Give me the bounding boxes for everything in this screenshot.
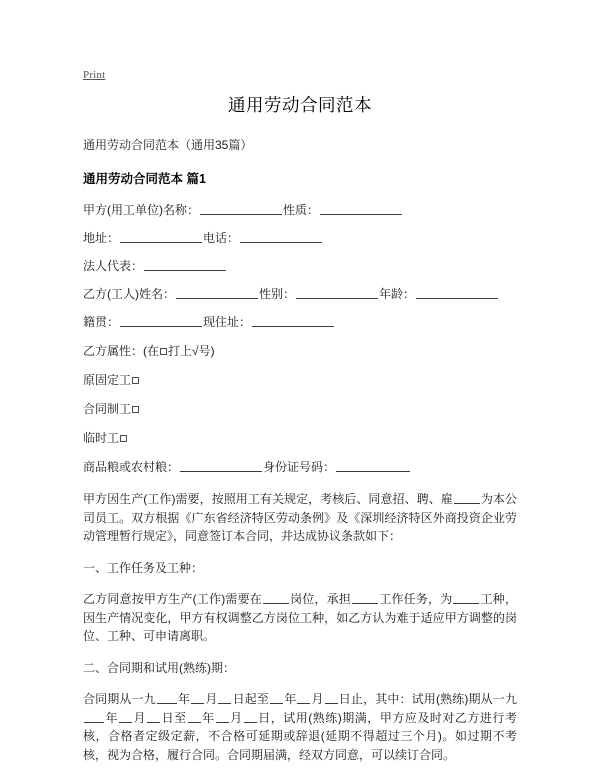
contract-body [83,490,517,764]
checkbox-square-icon [160,348,167,355]
worker-type-option-permanent[interactable] [83,372,517,389]
checkbox-temporary[interactable] [120,435,127,442]
blank-phone[interactable] [240,230,322,243]
clause-1-heading: 一、工作任务及工种： [83,560,204,575]
clause-2-text-part4: 日起至 [232,692,270,706]
clause-1-body [83,590,517,646]
page-title: 通用劳动合同范本 [228,95,372,115]
blank-grain-type[interactable] [180,459,262,472]
worker-type-label-permanent: 原固定工 [83,373,132,387]
clause-2-text-part3: 月 [205,692,218,706]
label-legal-representative: 法人代表： [83,259,144,273]
blank-current-address[interactable] [252,314,334,327]
preamble-paragraph [83,490,517,546]
attribute-instruction-middle: 打上√ [168,344,199,358]
blank-end-day[interactable] [325,692,338,704]
blank-job-type[interactable] [453,592,479,604]
worker-type-label-contract: 合同制工 [83,402,132,416]
blank-hire-name[interactable] [454,492,480,504]
preamble-text-part2: 为本公司员工。双方根据《广东省经济特区劳动条例》及《深圳经济特区外商投资企业劳动管理暂行规定》，同意签订本合同，并达成协议条款如下： [83,492,517,543]
label-party-b-age: 年龄： [379,287,416,301]
clause-2-body [83,690,517,764]
blank-probation-end-day[interactable] [244,711,257,723]
clause-2-text-part10: 日至 [161,710,187,725]
blank-end-month[interactable] [297,692,310,704]
blank-party-b-gender[interactable] [296,286,378,299]
worker-type-option-contract[interactable] [83,401,517,418]
document-content [83,92,517,777]
label-party-a-nature: 性质： [283,203,320,217]
blank-address[interactable] [120,230,202,243]
field-legal-representative [83,258,517,275]
worker-type-label-temporary: 临时工 [83,431,120,445]
label-phone: 电话： [203,231,240,245]
label-address: 地址： [83,231,120,245]
blank-start-day[interactable] [218,692,231,704]
blank-probation-start-month[interactable] [119,711,132,723]
blank-probation-end-year[interactable] [188,711,201,723]
preamble-text-part1: 甲方因生产(工作)需要，按照用工有关规定，考核后、同意招、聘、雇 [83,492,453,506]
clause-2-text-part2: 年 [177,692,191,706]
checkbox-permanent[interactable] [132,377,139,384]
blank-id-number[interactable] [336,459,410,472]
contract-form-fields [83,202,517,331]
blank-party-b-name[interactable] [176,286,258,299]
clause-2-text-part11: 年 [201,710,215,725]
label-current-address: 现住址： [203,315,252,329]
blank-native-place[interactable] [120,314,202,327]
worker-type-section [83,343,517,476]
clause-1-text-part4: 工种，因生产情况变化，甲方有权调整乙方岗位工种，如乙方认为难于适应甲方调整的岗位、工种、可申请离职。 [83,592,517,643]
document-subtitle: 通用劳动合同范本（通用35篇） [83,138,253,152]
blank-start-year[interactable] [157,692,177,704]
clause-1-text-part3: 工作任务，为 [379,592,453,606]
clause-2-text-part7: 日止，其中：试用(熟练)期从一九 [338,692,517,706]
attribute-instruction-suffix: 号) [198,344,215,358]
attribute-instruction [83,343,517,360]
clause-2-text-part5: 年 [284,692,297,706]
blank-legal-representative[interactable] [144,258,226,271]
clause-1-text-part2: 岗位，承担 [289,592,352,606]
checkbox-contract[interactable] [132,406,139,413]
field-address-phone [83,230,517,247]
print-link[interactable]: Print [83,69,106,81]
field-party-a-name-nature [83,202,517,219]
blank-party-b-age[interactable] [416,286,498,299]
blank-probation-start-day[interactable] [147,711,160,723]
label-party-b-name: 乙方(工人)姓名： [83,287,175,301]
label-party-a-name: 甲方(用工单位)名称： [83,203,199,217]
blank-start-month[interactable] [191,692,204,704]
field-grain-and-id-number [83,459,517,476]
label-id-number: 身份证号码： [263,460,336,474]
clause-2-text-part13: 日，试用(熟练)期满，甲方应及时对乙方进行考核，合格者定级定薪，不合格可延期或辞退(延期不得超过三个月)。如过期不考核，视为合格，履行合同。合同期届满，经双方同意，可以续订合同。 [83,710,517,762]
blank-probation-end-month[interactable] [216,711,229,723]
field-native-place-current-address [83,314,517,331]
blank-party-a-name[interactable] [200,202,282,215]
blank-party-a-nature[interactable] [320,202,402,215]
blank-end-year[interactable] [270,692,283,704]
blank-probation-start-year[interactable] [84,711,104,723]
blank-task[interactable] [352,592,378,604]
clause-2-text-part12: 月 [229,710,243,725]
worker-type-option-temporary[interactable] [83,430,517,447]
attribute-instruction-prefix: 乙方属性：(在 [83,344,159,358]
clause-2-text-part6: 月 [311,692,324,706]
section-heading: 通用劳动合同范本 篇1 [83,172,206,186]
clause-2-heading: 二、合同期和试用(熟练)期： [83,660,235,675]
clause-2-text-part1: 合同期从一九 [83,692,156,706]
label-native-place: 籍贯： [83,315,120,329]
clause-1-text-part1: 乙方同意按甲方生产(工作)需要在 [83,592,262,606]
blank-position[interactable] [263,592,289,604]
clause-2-text-part9: 月 [133,710,147,725]
label-grain-type: 商品粮或农村粮： [83,460,180,474]
clause-2-text-part8: 年 [105,710,119,725]
label-party-b-gender: 性别： [259,287,296,301]
field-party-b-name-gender-age [83,286,517,303]
